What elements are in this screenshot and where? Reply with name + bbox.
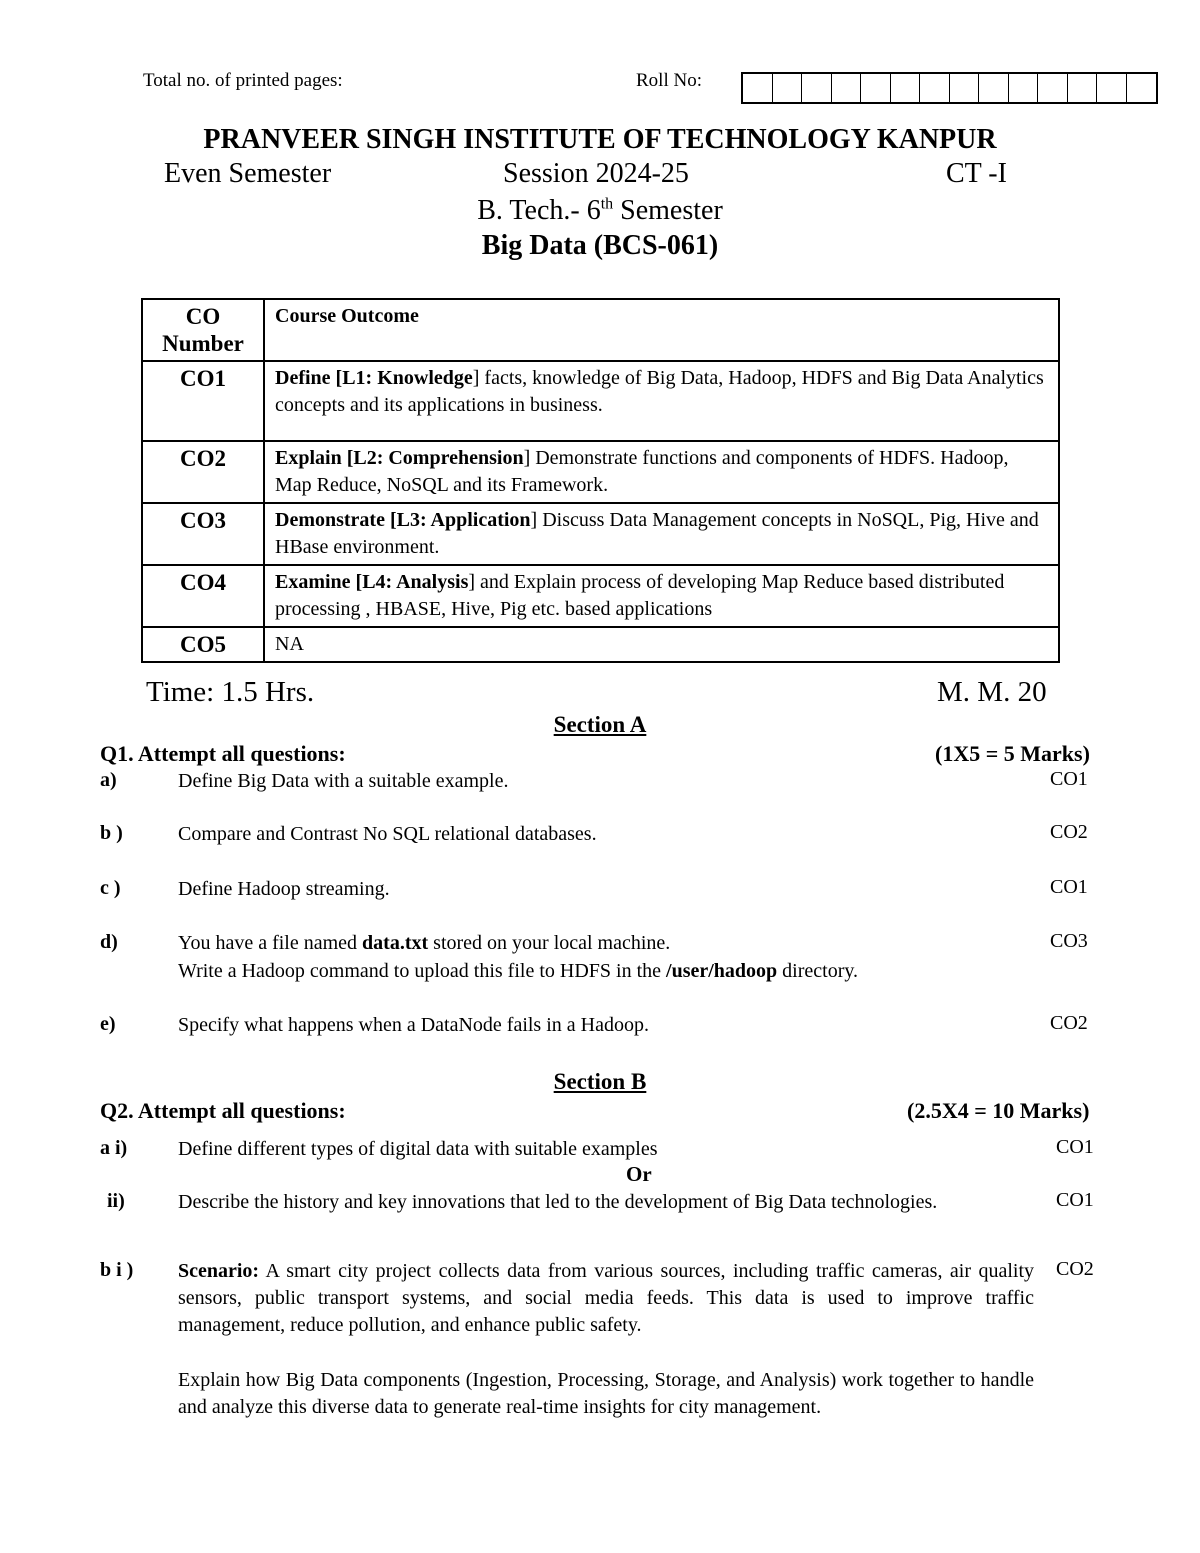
- question-co: CO2: [1056, 1258, 1094, 1280]
- co-number: CO1: [142, 361, 264, 441]
- co-description: Demonstrate [L3: Application] Discuss Data Management concepts in NoSQL, Pig, Hive and HBase environment.: [264, 503, 1059, 565]
- q2-heading: Q2. Attempt all questions:: [100, 1098, 346, 1123]
- question-text-scenario: Scenario: A smart city project collects data from various sources, including traffic cameras, air quality sensors, public transport systems, and social media feeds. This data is used to improve traffic management, reduce pollution, and enhance public safety.: [178, 1260, 1034, 1336]
- section-a-title: Section A: [553, 712, 647, 737]
- question-co: CO3: [1050, 930, 1088, 952]
- co-description: Define [L1: Knowledge] facts, knowledge of Big Data, Hadoop, HDFS and Big Data Analytics concepts and its applications in business.: [264, 361, 1059, 441]
- question-label: c ): [100, 877, 121, 899]
- co-number: CO3: [142, 503, 264, 565]
- question-co: CO1: [1056, 1136, 1094, 1158]
- question-label: e): [100, 1013, 116, 1035]
- semester-label: Even Semester: [164, 158, 332, 189]
- table-row: [142, 565, 1059, 627]
- question-text-explain: Explain how Big Data components (Ingestion, Processing, Storage, and Analysis) work together to handle and analyze this diverse data to generate real-time insights for city management.: [178, 1369, 1034, 1418]
- question-text: Define different types of digital data with suitable examples: [178, 1138, 658, 1160]
- question-co: CO1: [1056, 1189, 1094, 1211]
- co-number: CO5: [142, 627, 264, 662]
- q1-heading: Q1. Attempt all questions:: [100, 741, 346, 766]
- roll-no-label: Roll No:: [636, 70, 702, 91]
- table-header-row: [142, 299, 1059, 361]
- co-number-header: CO Number: [142, 299, 264, 361]
- question-text: Compare and Contrast No SQL relational databases.: [178, 823, 597, 845]
- section-b-title: Section B: [553, 1069, 647, 1094]
- program-line: B. Tech.- 6th Semester: [477, 195, 723, 226]
- question-label: ii): [107, 1190, 125, 1212]
- question-co: CO1: [1050, 876, 1088, 898]
- q1-marks: (1X5 = 5 Marks): [935, 741, 1090, 766]
- question-text: Define Big Data with a suitable example.: [178, 770, 509, 792]
- question-co: CO2: [1050, 821, 1088, 843]
- question-text: Define Hadoop streaming.: [178, 878, 390, 900]
- max-marks: M. M. 20: [937, 676, 1047, 708]
- question-label: b ): [100, 822, 123, 844]
- test-label: CT -I: [946, 158, 1007, 189]
- table-row: [142, 441, 1059, 503]
- table-row: [142, 627, 1059, 662]
- co-description: NA: [264, 627, 1059, 662]
- q2-marks: (2.5X4 = 10 Marks): [907, 1098, 1090, 1123]
- co-description: Examine [L4: Analysis] and Explain process of developing Map Reduce based distributed processing , HBASE, Hive, Pig etc. based applications: [264, 565, 1059, 627]
- roll-no-boxes[interactable]: [741, 72, 1158, 104]
- question-text-line1: You have a file named data.txt stored on your local machine.: [178, 932, 671, 954]
- printed-pages-label: Total no. of printed pages:: [143, 70, 343, 91]
- exam-time: Time: 1.5 Hrs.: [146, 676, 315, 708]
- or-separator: Or: [626, 1162, 652, 1186]
- subject-title: Big Data (BCS-061): [481, 230, 719, 261]
- co-number: CO4: [142, 565, 264, 627]
- table-row: [142, 361, 1059, 441]
- question-label: a i): [100, 1137, 128, 1159]
- institute-name: PRANVEER SINGH INSTITUTE OF TECHNOLOGY KANPUR: [203, 124, 997, 155]
- question-label: d): [100, 931, 118, 953]
- table-row: [142, 503, 1059, 565]
- course-outcome-header: Course Outcome: [264, 299, 1059, 361]
- co-number: CO2: [142, 441, 264, 503]
- course-outcome-table: [141, 298, 1060, 663]
- session-label: Session 2024-25: [503, 158, 689, 189]
- question-text: Specify what happens when a DataNode fails in a Hadoop.: [178, 1014, 649, 1036]
- question-text-line2: Write a Hadoop command to upload this file to HDFS in the /user/hadoop directory.: [178, 960, 859, 982]
- question-label: a): [100, 769, 117, 791]
- question-label: b i ): [100, 1259, 134, 1281]
- co-description: Explain [L2: Comprehension] Demonstrate functions and components of HDFS. Hadoop, Map Reduce, NoSQL and its Framework.: [264, 441, 1059, 503]
- question-co: CO1: [1050, 768, 1088, 790]
- question-co: CO2: [1050, 1012, 1088, 1034]
- question-text: Describe the history and key innovations that led to the development of Big Data technologies.: [178, 1191, 938, 1213]
